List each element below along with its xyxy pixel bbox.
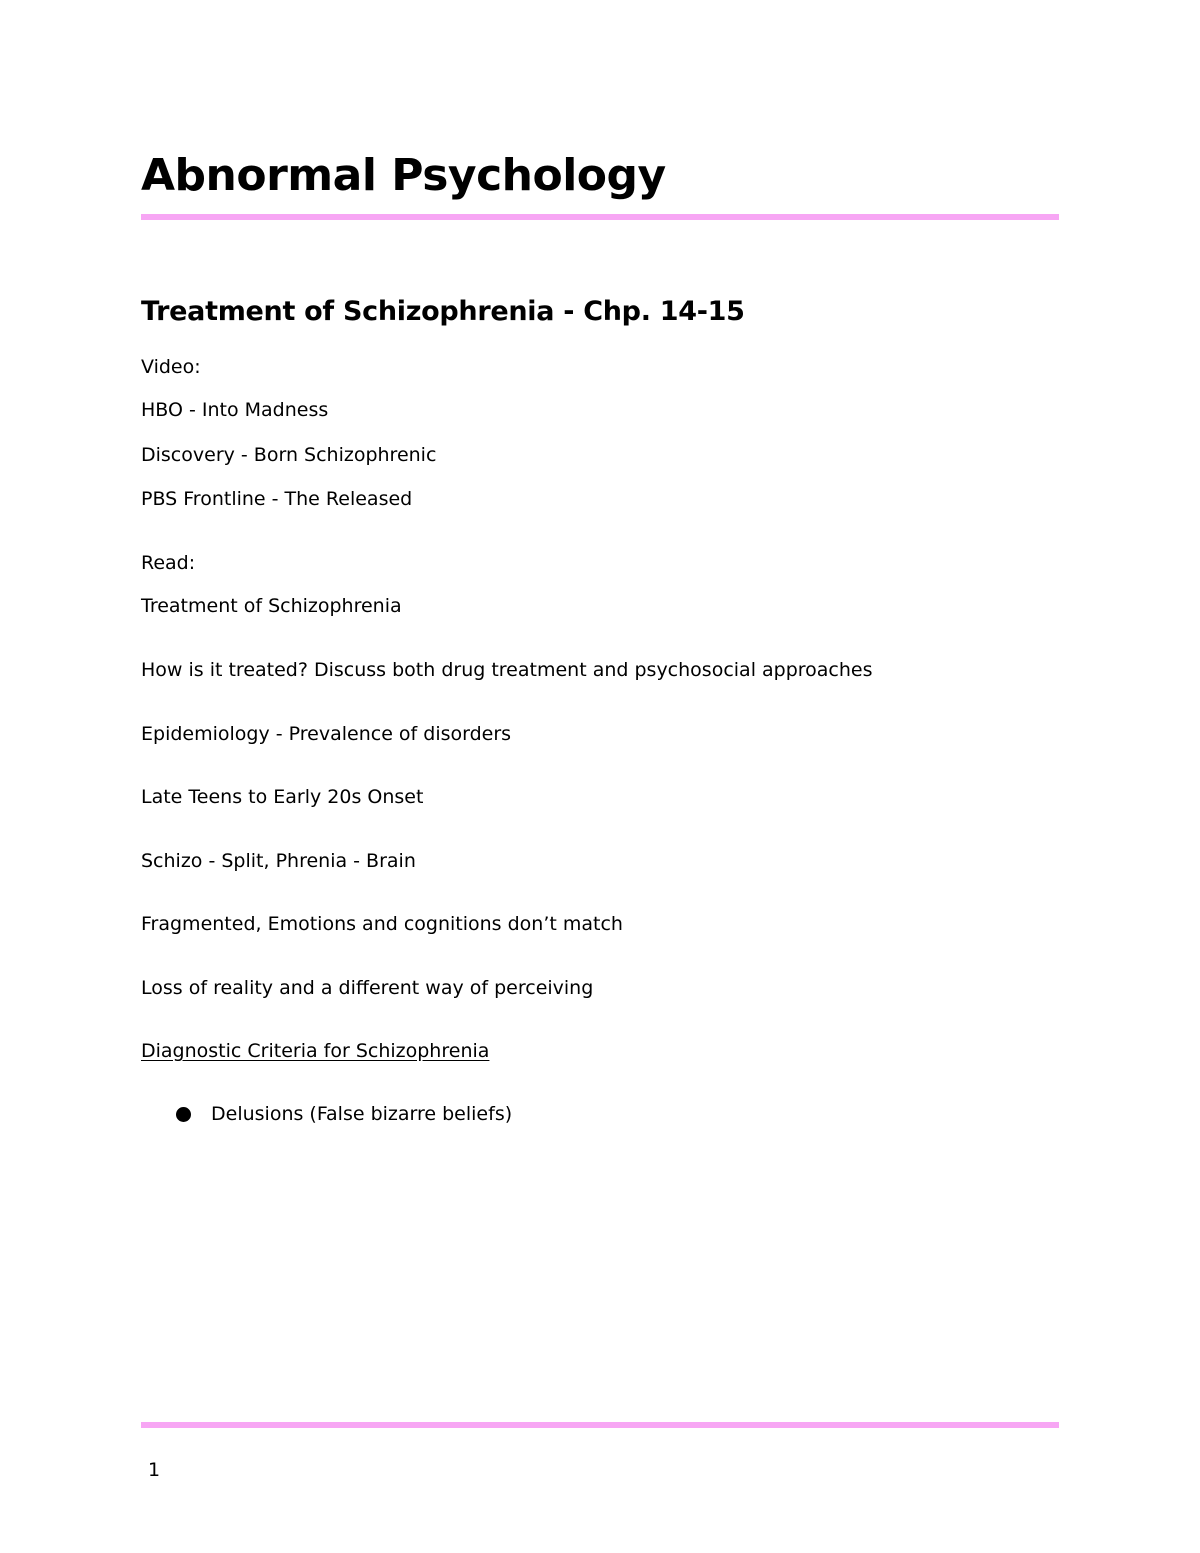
- footer-divider: [141, 1422, 1059, 1428]
- note-fragmented: Fragmented, Emotions and cognitions don’t match: [141, 913, 623, 935]
- video-label: Video:: [141, 356, 201, 378]
- read-label: Read:: [141, 552, 196, 574]
- video-item-hbo: HBO - Into Madness: [141, 399, 329, 421]
- note-epidemiology: Epidemiology - Prevalence of disorders: [141, 723, 512, 745]
- section-heading: Treatment of Schizophrenia - Chp. 14-15: [141, 296, 745, 327]
- video-item-pbs: PBS Frontline - The Released: [141, 488, 413, 510]
- note-treatment-question: How is it treated? Discuss both drug treatment and psychosocial approaches: [141, 659, 873, 681]
- note-etymology: Schizo - Split, Phrenia - Brain: [141, 850, 416, 872]
- bullet-text: Delusions (False bizarre beliefs): [211, 1103, 513, 1125]
- note-onset: Late Teens to Early 20s Onset: [141, 786, 424, 808]
- read-item: Treatment of Schizophrenia: [141, 595, 402, 617]
- bullet-list-item: [176, 1100, 512, 1128]
- diagnostic-criteria-heading: Diagnostic Criteria for Schizophrenia: [141, 1040, 490, 1062]
- note-loss-of-reality: Loss of reality and a different way of perceiving: [141, 977, 594, 999]
- video-item-discovery: Discovery - Born Schizophrenic: [141, 444, 437, 466]
- document-title: Abnormal Psychology: [141, 150, 666, 201]
- title-divider: [141, 214, 1059, 220]
- page-number: 1: [148, 1459, 161, 1481]
- bullet-icon: [176, 1107, 191, 1122]
